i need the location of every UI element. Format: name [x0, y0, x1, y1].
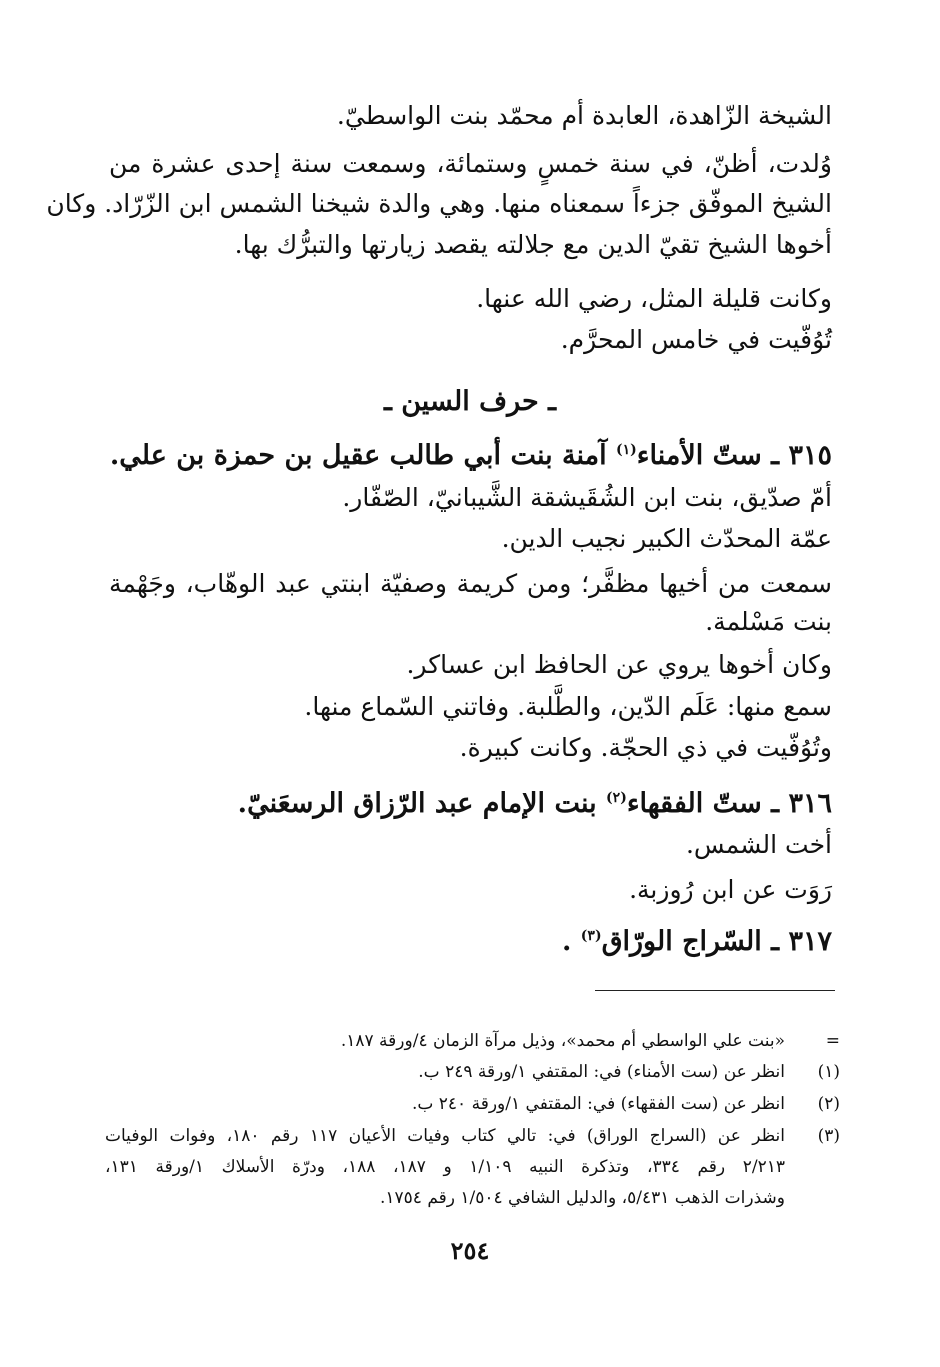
- section-heading: ـ حرف السين ـ: [383, 386, 557, 417]
- text-line: سمعت من أخيها مظفَّر؛ ومن كريمة وصفيّة ابنتي عبد الوهّاب، وجَهْمة: [109, 569, 832, 598]
- text-line: وُلدت، أظنّ، في سنة خمسٍ وستمائة، وسمعت سنة إحدى عشرة من: [109, 149, 832, 178]
- text-line: وكانت قليلة المثل، رضي الله عنها.: [476, 284, 832, 313]
- entry-heading-315: [110, 439, 832, 473]
- footnote-ref: (٣): [580, 928, 602, 944]
- footnote-text: انظر عن (السراج الوراق) في: تالي كتاب وفيات الأعيان ١١٧ رقم ١٨٠، وفوات الوفيات: [105, 1126, 785, 1146]
- footnote-continuation: «بنت علي الواسطي أم محمد»، وذيل مرآة الزمان ٤/ورقة ١٨٧.: [340, 1031, 785, 1051]
- text-line: وكان أخوها يروي عن الحافظ ابن عساكر.: [406, 650, 832, 679]
- footnote-text: انظر عن (ست الفقهاء) في: المقتفي ١/ورقة ٢٤٠ ب.: [411, 1094, 785, 1114]
- text-line: رَوَت عن ابن رُوزبة.: [629, 875, 832, 904]
- footnote-separator: [595, 990, 835, 991]
- text-line: أخت الشمس.: [685, 830, 832, 859]
- entry-heading-name: ٣١٥ ـ ستّ الأمناء: [636, 440, 832, 471]
- text-line: الشيخة الزّاهدة، العابدة أم محمّد بنت الواسطيّ.: [336, 101, 832, 130]
- footnote-mark: (٢): [817, 1094, 840, 1114]
- text-line: الشيخ الموفّق جزءاً سمعناه منها. وهي والدة شيخنا الشمس ابن الزّرّاد. وكان: [46, 189, 832, 218]
- text-line: أخوها الشيخ تقيّ الدين مع جلالته يقصد زيارتها والتبرُّك بها.: [234, 230, 832, 259]
- footnote-continuation-mark: =: [825, 1031, 840, 1051]
- footnote-text: انظر عن (ست الأمناء) في: المقتفي ١/ورقة ٢٤٩ ب.: [418, 1062, 785, 1082]
- text-line: عمّة المحدّث الكبير نجيب الدين.: [501, 524, 832, 553]
- text-line: وتُوُفّيت في ذي الحجّة. وكانت كبيرة.: [459, 733, 832, 762]
- footnote-ref: (١): [616, 442, 637, 458]
- page-number: ٢٥٤: [450, 1236, 490, 1265]
- entry-heading-316: [238, 787, 832, 821]
- text-line: تُوُفّيت في خامس المحرَّم.: [560, 325, 832, 354]
- footnote-ref: (٢): [606, 790, 627, 806]
- entry-heading-rest: آمنة بنت أبي طالب عقيل بن حمزة بن علي.: [109, 440, 607, 471]
- text-line: أمّ صدّيق، بنت ابن الشُقَيشقة الشَّيبانيّ، الصّفّار.: [342, 483, 832, 512]
- entry-heading-name: ٣١٦ ـ ستّ الفقهاء: [626, 788, 832, 819]
- footnote-mark: (٣): [817, 1126, 840, 1146]
- entry-heading-317: [562, 925, 832, 959]
- footnote-text: وشذرات الذهب ٥/٤٣١، والدليل الشافي ١/٥٠٤ رقم ١٧٥٤.: [379, 1188, 785, 1208]
- entry-heading-rest: .: [561, 926, 572, 957]
- footnote-mark: (١): [817, 1062, 840, 1082]
- footnote-text: ٢/٢١٣ رقم ٣٣٤، وتذكرة النبيه ١/١٠٩ و ١٨٧، ١٨٨، ودرّة الأسلاك ١/ورقة ١٣١،: [105, 1157, 785, 1177]
- entry-heading-name: ٣١٧ ـ السّراج الورّاق: [601, 926, 832, 957]
- text-line: بنت مَسْلمة.: [705, 607, 832, 636]
- entry-heading-rest: بنت الإمام عبد الرّزاق الرسعَنيّ.: [237, 788, 597, 819]
- text-line: سمع منها: عَلَم الدّين، والطَّلبة. وفاتني السّماع منها.: [304, 692, 832, 721]
